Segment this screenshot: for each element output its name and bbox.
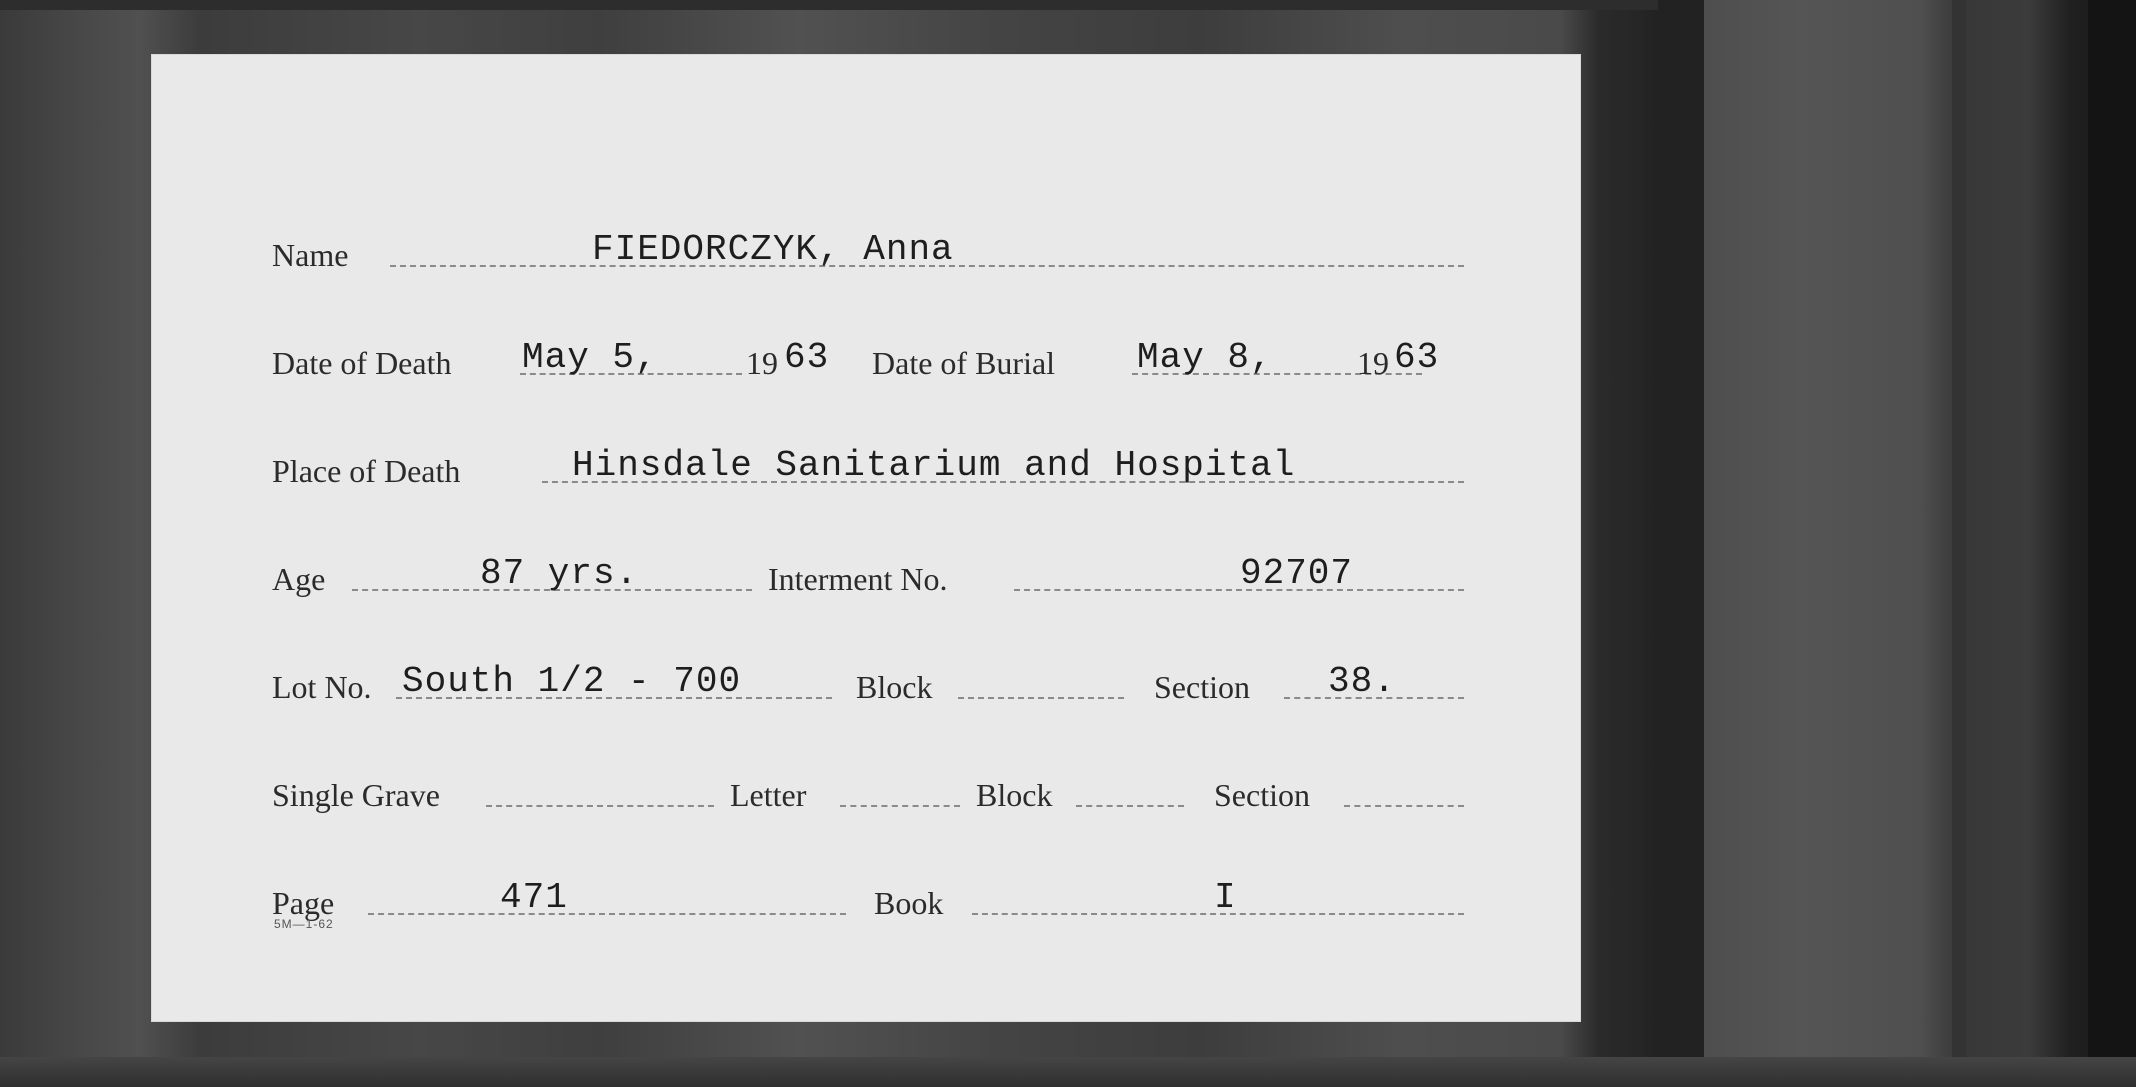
date-of-burial-label: Date of Burial — [872, 345, 1056, 381]
page-label: Page — [272, 885, 335, 921]
film-stripe — [1952, 0, 1966, 1087]
lot-no-value: South 1/2 - 700 — [402, 661, 742, 702]
grave-block-line — [1076, 805, 1184, 807]
letter-line — [840, 805, 960, 807]
date-of-death-year-prefix: 19 — [746, 345, 778, 381]
date-of-burial-year: 63 — [1394, 337, 1440, 378]
name-label: Name — [272, 237, 349, 273]
grave-section-line — [1344, 805, 1464, 807]
bottom-band — [0, 1057, 2136, 1087]
date-of-death-label: Date of Death — [272, 345, 452, 381]
interment-no-line — [1014, 589, 1464, 591]
age-value: 87 yrs. — [480, 553, 639, 594]
age-label: Age — [272, 561, 326, 597]
page-value: 471 — [500, 877, 568, 918]
single-grave-row — [272, 755, 1464, 815]
place-of-death-label: Place of Death — [272, 453, 461, 489]
interment-no-value: 92707 — [1240, 553, 1354, 594]
lot-no-label: Lot No. — [272, 669, 372, 705]
single-grave-line — [486, 805, 714, 807]
book-value: I — [1214, 877, 1237, 918]
section-label: Section — [1154, 669, 1250, 705]
place-of-death-value: Hinsdale Sanitarium and Hospital — [572, 445, 1296, 486]
form-code: 5M—1-62 — [274, 917, 334, 931]
film-stripe — [1658, 0, 1704, 1087]
grave-section-label: Section — [1214, 777, 1310, 813]
lot-row — [272, 647, 1464, 707]
burial-record-card — [152, 55, 1580, 1021]
film-stripe — [2088, 0, 2136, 1087]
age-interment-row — [272, 539, 1464, 599]
dates-row — [272, 323, 1464, 383]
date-of-death-year: 63 — [784, 337, 830, 378]
section-value: 38. — [1328, 661, 1396, 702]
interment-no-label: Interment No. — [768, 561, 948, 597]
letter-label: Letter — [730, 777, 807, 813]
name-row — [272, 215, 1464, 275]
single-grave-label: Single Grave — [272, 777, 440, 813]
name-value: FIEDORCZYK, Anna — [592, 229, 954, 270]
place-of-death-row — [272, 431, 1464, 491]
book-label: Book — [874, 885, 944, 921]
top-band — [0, 0, 1700, 10]
page-line — [368, 913, 846, 915]
date-of-burial-value: May 8, — [1137, 337, 1273, 378]
date-of-burial-year-prefix: 19 — [1357, 345, 1389, 381]
date-of-death-value: May 5, — [522, 337, 658, 378]
grave-block-label: Block — [976, 777, 1053, 813]
page-book-row — [272, 863, 1464, 923]
block-label: Block — [856, 669, 933, 705]
block-line — [958, 697, 1124, 699]
